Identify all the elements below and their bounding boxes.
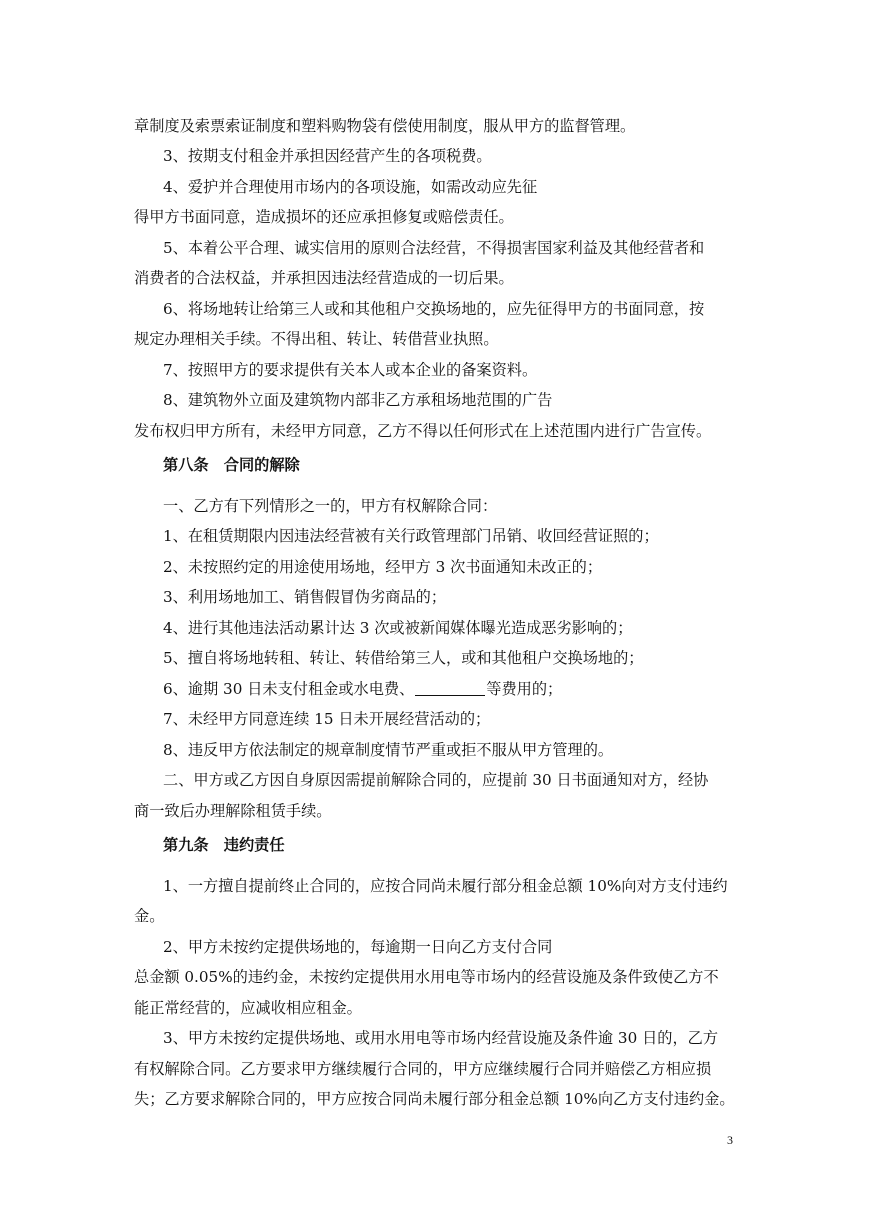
section-heading-article-8: 第八条 合同的解除 [163,456,300,474]
text-line: 1、一方擅自提前终止合同的，应按合同尚未履行部分租金总额 10%向对方支付违约 [163,877,728,895]
text-line: 失；乙方要求解除合同的，甲方应按合同尚未履行部分租金总额 10%向乙方支付违约金。 [134,1090,735,1108]
text-line: 得甲方书面同意，造成损坏的还应承担修复或赔偿责任。 [134,208,514,226]
text-line: 7、未经甲方同意连续 15 日未开展经营活动的； [163,710,491,728]
text-line: 4、爱护并合理使用市场内的各项设施，如需改动应先征 [163,178,538,196]
page-number: 3 [727,1133,733,1147]
text-line: 4、进行其他违法活动累计达 3 次或被新闻媒体曝光造成恶劣影响的； [163,619,633,637]
text-line: 8、建筑物外立面及建筑物内部非乙方承租场地范围的广告 [163,391,553,409]
section-heading-article-9: 第九条 违约责任 [163,836,285,854]
text-line: 消费者的合法权益，并承担因违法经营造成的一切后果。 [134,269,514,287]
text-line: 章制度及索票索证制度和塑料购物袋有偿使用制度，服从甲方的监督管理。 [134,117,636,135]
text-line: 1、在租赁期限内因违法经营被有关行政管理部门吊销、收回经营证照的； [163,527,659,545]
text-line: 5、擅自将场地转租、转让、转借给第三人，或和其他租户交换场地的； [163,649,644,667]
text-line: 6、将场地转让给第三人或和其他租户交换场地的，应先征得甲方的书面同意，按 [163,300,705,318]
fill-in-blank [415,679,485,696]
text-line: 规定办理相关手续。不得出租、转让、转借营业执照。 [134,330,499,348]
text-line: 发布权归甲方所有，未经甲方同意，乙方不得以任何形式在上述范围内进行广告宣传。 [134,422,712,440]
text-line: 商一致后办理解除租赁手续。 [134,802,332,820]
text-line: 2、未按照约定的用途使用场地，经甲方 3 次书面通知未改正的； [163,558,603,576]
text-segment: 等费用的； [486,680,563,698]
text-line: 一、乙方有下列情形之一的，甲方有权解除合同： [163,497,498,515]
text-line: 能正常经营的，应减收相应租金。 [134,999,362,1017]
text-line: 5、本着公平合理、诚实信用的原则合法经营，不得损害国家利益及其他经营者和 [163,239,705,257]
text-line: 二、甲方或乙方因自身原因需提前解除合同的，应提前 30 日书面通知对方，经协 [163,771,709,789]
text-line: 总金额 0.05%的违约金，未按约定提供用水用电等市场内的经营设施及条件致使乙方不 [134,968,719,986]
text-line: 有权解除合同。乙方要求甲方继续履行合同的，甲方应继续履行合同并赔偿乙方相应损 [134,1060,712,1078]
text-line: 7、按照甲方的要求提供有关本人或本企业的备案资料。 [163,361,538,379]
text-line: 金。 [134,907,165,925]
text-line: 8、违反甲方依法制定的规章制度情节严重或拒不服从甲方管理的。 [163,741,614,759]
text-line-with-blank [163,675,869,703]
text-line: 3、利用场地加工、销售假冒伪劣商品的； [163,588,447,606]
text-line: 2、甲方未按约定提供场地的，每逾期一日向乙方支付合同 [163,938,553,956]
text-line: 3、甲方未按约定提供场地、或用水用电等市场内经营设施及条件逾 30 日的，乙方 [163,1029,719,1047]
text-line: 3、按期支付租金并承担因经营产生的各项税费。 [163,147,492,165]
text-segment: 6、逾期 30 日未支付租金或水电费、 [163,680,415,698]
